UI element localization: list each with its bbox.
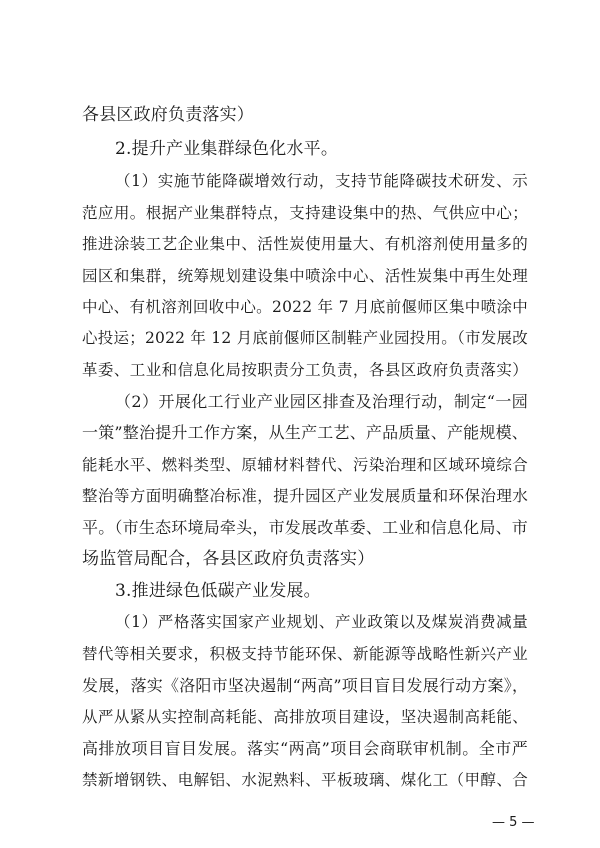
text-line: 园区和集群，统筹规划建设集中喷涂中心、活性炭集中再生处理	[82, 267, 528, 285]
text-line: 整治等方面明确整冶标准，提升园区产业发展质量和环保治理水	[82, 487, 528, 505]
page-number: — 5 —	[492, 815, 535, 830]
text-line: （1）实施节能降碳增效行动，支持节能降碳技术研发、示	[115, 172, 528, 190]
text-line: 平。（市生态环境局牵头，市发展改革委、工业和信息化局、市	[82, 518, 528, 537]
text-line: 推进涂装工艺企业集中、活性炭使用量大、有机溶剂使用量多的	[82, 235, 528, 253]
text-line: 替代等相关要求，积极支持节能环保、新能源等战略性新兴产业	[82, 645, 528, 663]
section-heading: 3.推进绿色低碳产业发展。	[115, 581, 321, 601]
text-line: 禁新增钢铁、电解铝、水泥熟料、平板玻璃、煤化工（甲醇、合	[82, 771, 528, 789]
text-line: 各县区政府负责落实）	[82, 105, 254, 125]
text-line: 场监管局配合，各县区政府负责落实）	[82, 549, 375, 569]
text-line: 范应用。根据产业集群特点，支持建设集中的热、气供应中心；	[82, 204, 528, 222]
text-line: 高排放项目盲目发展。落实“两高”项目会商联审机制。全市严	[82, 739, 528, 758]
text-line: 革委、工业和信息化局按职责分工负责，各县区政府负责落实）	[82, 361, 528, 379]
text-line: 心投运；2022 年 12 月底前偃师区制鞋产业园投用。（市发展改	[82, 329, 528, 347]
text-line: （2）开展化工行业产业园区排查及治理行动，制定“一园	[115, 392, 528, 411]
text-line: （1）严格落实国家产业规划、产业政策以及煤炭消费减量	[115, 613, 528, 631]
text-line: 中心、有机溶剂回收中心。2022 年 7 月底前偃师区集中喷涂中	[82, 298, 528, 316]
text-line: 从严从紧从实控制高耗能、高排放项目建设，坚决遏制高耗能、	[82, 708, 528, 726]
text-line: 一策”整治提升工作方案，从生产工艺、产品质量、产能规模、	[82, 423, 528, 442]
text-line: 能耗水平、燃料类型、原辅材料替代、污染治理和区域环境综合	[82, 456, 528, 474]
text-line: 发展，落实《洛阳市坚决遏制“两高”项目盲目发展行动方案》，	[82, 676, 529, 695]
section-heading: 2.提升产业集群绿色化水平。	[115, 139, 339, 159]
